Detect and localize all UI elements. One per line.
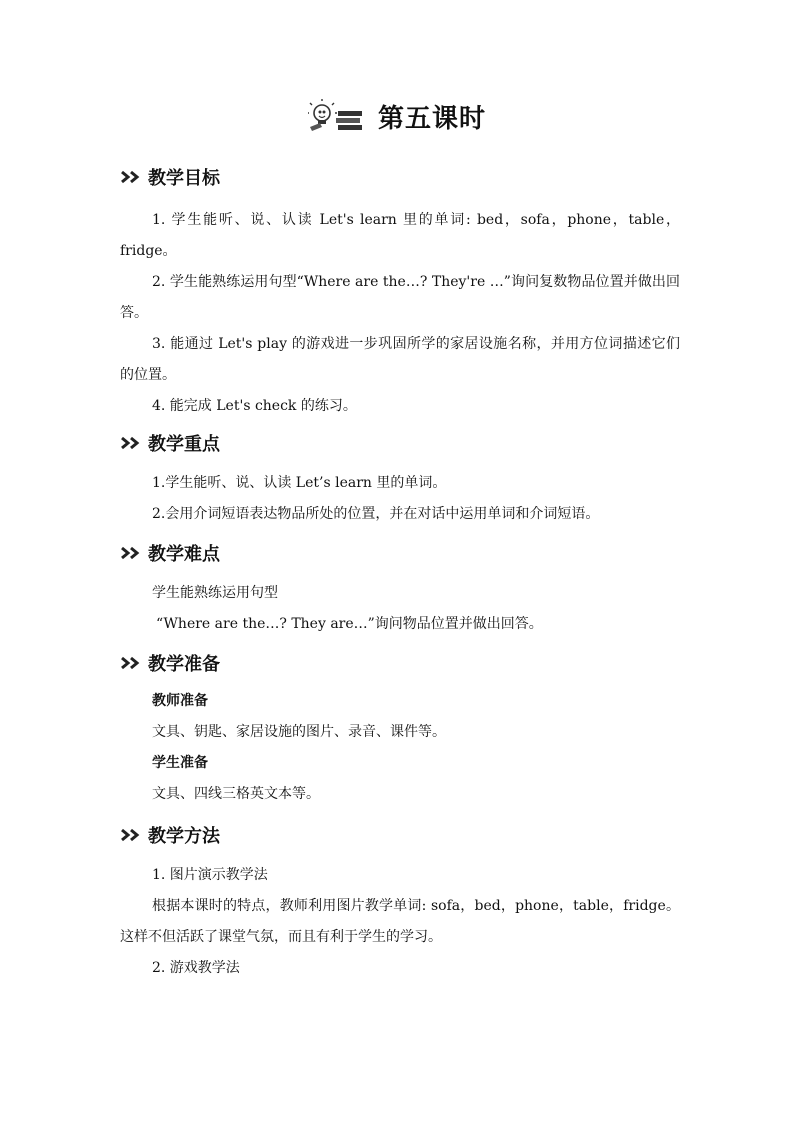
section-heading — [120, 650, 680, 676]
double-chevron-icon — [120, 435, 144, 451]
double-chevron-icon — [120, 169, 144, 185]
lightbulb-books-icon — [308, 99, 364, 135]
double-chevron-icon — [120, 827, 144, 843]
key-point-item: 2.会用介词短语表达物品所处的位置，并在对话中运用单词和介词短语。 — [152, 506, 600, 522]
difficulty-item: 学生能熟练运用句型 — [152, 585, 278, 601]
objective-item: 1. 学生能听、说、认读 Let's learn 里的单词: bed，sofa，phone，table，fridge。 — [120, 212, 680, 259]
section-heading — [120, 430, 680, 456]
objective-item: 3. 能通过 Let's play 的游戏进一步巩固所学的家居设施名称，并用方位词描述它们的位置。 — [120, 336, 680, 383]
title-row — [0, 98, 794, 135]
teacher-prep-label: 教师准备 — [152, 693, 208, 709]
section-heading — [120, 164, 680, 190]
section-difficulties — [120, 540, 680, 640]
section-heading-text: 教学准备 — [148, 654, 220, 675]
section-preparation — [120, 650, 680, 810]
method-item: 2. 游戏教学法 — [152, 960, 240, 976]
student-prep-label: 学生准备 — [152, 755, 208, 771]
double-chevron-icon — [120, 655, 144, 671]
section-methods — [120, 822, 680, 984]
section-heading-text: 教学重点 — [148, 434, 220, 455]
page-title: 第五课时 — [377, 104, 486, 134]
difficulty-item: “Where are the…? They are…”询问物品位置并做出回答。 — [156, 616, 543, 632]
section-heading-text: 教学难点 — [148, 544, 220, 565]
method-item: 1. 图片演示教学法 — [152, 867, 268, 883]
double-chevron-icon — [120, 545, 144, 561]
section-heading-text: 教学方法 — [148, 826, 220, 847]
section-heading — [120, 822, 680, 848]
section-key-points — [120, 430, 680, 530]
section-objectives — [120, 164, 680, 422]
section-heading-text: 教学目标 — [148, 168, 220, 189]
method-item: 根据本课时的特点，教师利用图片教学单词: sofa，bed，phone，table，fridge。这样不但活跃了课堂气氛，而且有利于学生的学习。 — [120, 898, 680, 945]
key-point-item: 1.学生能听、说、认读 Let’s learn 里的单词。 — [152, 475, 447, 491]
section-heading — [120, 540, 680, 566]
student-prep-text: 文具、四线三格英文本等。 — [152, 786, 320, 802]
teacher-prep-text: 文具、钥匙、家居设施的图片、录音、课件等。 — [152, 724, 446, 740]
objective-item: 2. 学生能熟练运用句型“Where are the…? They're …”询问复数物品位置并做出回答。 — [120, 274, 680, 321]
objective-item: 4. 能完成 Let's check 的练习。 — [152, 398, 357, 414]
